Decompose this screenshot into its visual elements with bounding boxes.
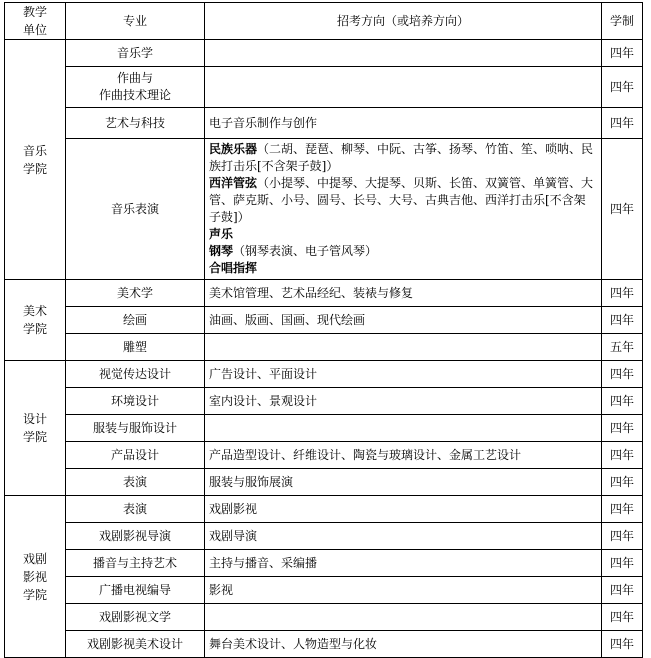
unit-cell-design: 设计学院 <box>5 361 66 496</box>
years-cell: 四年 <box>602 40 643 67</box>
table-row <box>5 577 643 604</box>
major-cell: 表演 <box>66 469 205 496</box>
table-row <box>5 523 643 550</box>
major-cell: 戏剧影视导演 <box>66 523 205 550</box>
direction-cell <box>205 67 602 108</box>
table-row <box>5 307 643 334</box>
table-row <box>5 40 643 67</box>
table-row <box>5 334 643 361</box>
years-cell: 四年 <box>602 442 643 469</box>
major-cell: 雕塑 <box>66 334 205 361</box>
major-cell: 广播电视编导 <box>66 577 205 604</box>
table-row <box>5 604 643 631</box>
table-row <box>5 550 643 577</box>
direction-cell <box>205 415 602 442</box>
header-unit: 教学单位 <box>5 3 66 40</box>
direction-cell: 油画、版画、国画、现代绘画 <box>205 307 602 334</box>
years-cell: 四年 <box>602 604 643 631</box>
years-cell: 四年 <box>602 280 643 307</box>
major-cell: 戏剧影视文学 <box>66 604 205 631</box>
header-major: 专业 <box>66 3 205 40</box>
direction-cell: 美术馆管理、艺术品经纪、装裱与修复 <box>205 280 602 307</box>
unit-cell-drama: 戏剧影视学院 <box>5 496 66 658</box>
western-title: 西洋管弦 <box>209 176 258 190</box>
table-row <box>5 67 643 108</box>
direction-cell: 服装与服饰展演 <box>205 469 602 496</box>
major-line: 作曲与 <box>116 71 153 85</box>
direction-cell <box>205 40 602 67</box>
table-row <box>5 361 643 388</box>
unit-cell-fineart: 美术学院 <box>5 280 66 361</box>
western-instruments-line <box>209 175 597 226</box>
choir-title: 合唱指挥 <box>209 261 258 275</box>
direction-cell: 广告设计、平面设计 <box>205 361 602 388</box>
major-line: 作曲技术理论 <box>98 88 171 102</box>
piano-detail: （钢琴表演、电子管风琴） <box>233 244 378 258</box>
major-cell: 环境设计 <box>66 388 205 415</box>
direction-cell: 室内设计、景观设计 <box>205 388 602 415</box>
header-direction: 招考方向（或培养方向） <box>205 3 602 40</box>
programs-table <box>4 2 643 658</box>
table-row <box>5 280 643 307</box>
major-cell: 艺术与科技 <box>66 108 205 139</box>
table-row <box>5 469 643 496</box>
years-cell: 四年 <box>602 307 643 334</box>
major-cell: 绘画 <box>66 307 205 334</box>
years-cell: 四年 <box>602 631 643 658</box>
folk-instruments-line <box>209 141 597 175</box>
major-cell <box>66 67 205 108</box>
major-cell: 播音与主持艺术 <box>66 550 205 577</box>
header-row <box>5 3 643 40</box>
years-cell: 四年 <box>602 550 643 577</box>
direction-cell: 电子音乐制作与创作 <box>205 108 602 139</box>
vocal-title: 声乐 <box>209 227 234 241</box>
major-cell: 视觉传达设计 <box>66 361 205 388</box>
direction-cell: 影视 <box>205 577 602 604</box>
table-row <box>5 388 643 415</box>
western-detail: （小提琴、中提琴、大提琴、贝斯、长笛、双簧管、单簧管、大管、萨克斯、小号、圆号、长号、大号、古典吉他、西洋打击乐[不含架子鼓]） <box>209 176 594 224</box>
major-cell: 音乐表演 <box>66 139 205 280</box>
table-row <box>5 415 643 442</box>
direction-cell: 戏剧影视 <box>205 496 602 523</box>
years-cell: 四年 <box>602 361 643 388</box>
years-cell: 四年 <box>602 577 643 604</box>
folk-title: 民族乐器 <box>209 142 258 156</box>
direction-cell: 产品造型设计、纤维设计、陶瓷与玻璃设计、金属工艺设计 <box>205 442 602 469</box>
folk-detail: （二胡、琵琶、柳琴、中阮、古筝、扬琴、竹笛、笙、唢呐、民族打击乐[不含架子鼓]） <box>209 142 594 173</box>
years-cell: 四年 <box>602 415 643 442</box>
table-row <box>5 139 643 280</box>
years-cell: 四年 <box>602 388 643 415</box>
years-cell: 四年 <box>602 67 643 108</box>
direction-cell-performance <box>205 139 602 280</box>
years-cell: 四年 <box>602 496 643 523</box>
direction-cell <box>205 604 602 631</box>
direction-cell <box>205 334 602 361</box>
direction-cell: 戏剧导演 <box>205 523 602 550</box>
direction-cell: 主持与播音、采编播 <box>205 550 602 577</box>
major-cell: 美术学 <box>66 280 205 307</box>
years-cell: 四年 <box>602 108 643 139</box>
table-row <box>5 108 643 139</box>
major-cell: 服装与服饰设计 <box>66 415 205 442</box>
table-row <box>5 631 643 658</box>
major-cell: 音乐学 <box>66 40 205 67</box>
direction-cell: 舞台美术设计、人物造型与化妆 <box>205 631 602 658</box>
table-row <box>5 496 643 523</box>
years-cell: 五年 <box>602 334 643 361</box>
table-row <box>5 442 643 469</box>
years-cell: 四年 <box>602 469 643 496</box>
unit-cell-music: 音乐学院 <box>5 40 66 280</box>
major-cell: 表演 <box>66 496 205 523</box>
years-cell: 四年 <box>602 139 643 280</box>
years-cell: 四年 <box>602 523 643 550</box>
major-cell: 产品设计 <box>66 442 205 469</box>
major-cell: 戏剧影视美术设计 <box>66 631 205 658</box>
piano-title: 钢琴 <box>209 244 234 258</box>
piano-line <box>209 243 597 260</box>
header-years: 学制 <box>602 3 643 40</box>
